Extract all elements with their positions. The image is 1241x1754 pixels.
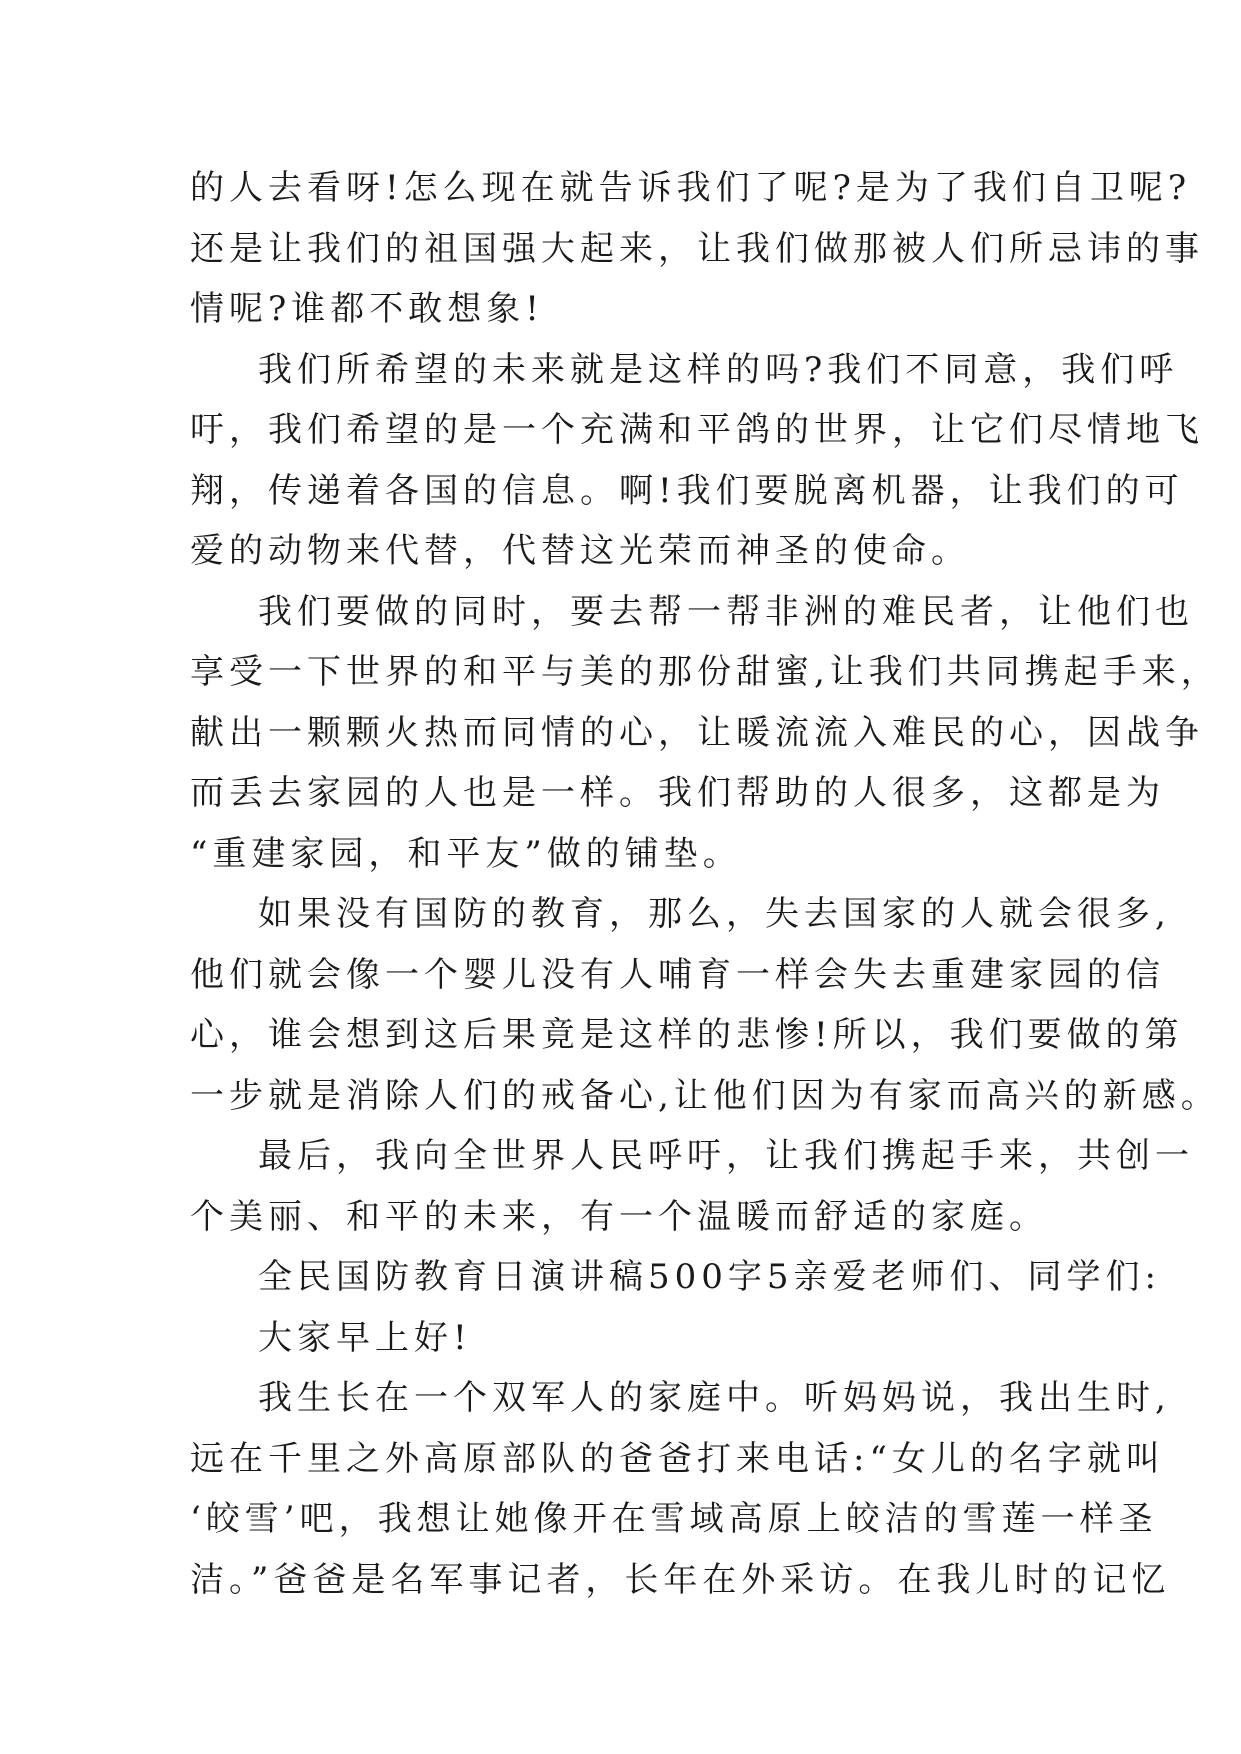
text-line: 享受一下世界的和平与美的那份甜蜜,让我们共同携起手来， — [190, 652, 1220, 692]
text-line: 而丢去家园的人也是一样。我们帮助的人很多，这都是为 — [190, 773, 1165, 813]
text-line: 爱的动物来代替，代替这光荣而神圣的使命。 — [190, 531, 970, 571]
text-line: 情呢?谁都不敢想象! — [190, 289, 544, 329]
text-line: 献出一颗颗火热而同情的心，让暖流流入难民的心，因战争 — [190, 712, 1204, 753]
text-line: 我们所希望的未来就是这样的吗?我们不同意，我们呼 — [258, 349, 1179, 390]
text-line: 我们要做的同时，要去帮一帮非洲的难民者，让他们也 — [258, 591, 1194, 632]
text-line: 他们就会像一个婴儿没有人哺育一样会失去重建家园的信 — [190, 954, 1165, 995]
text-line: 大家早上好! — [258, 1317, 472, 1358]
text-line: 最后，我向全世界人民呼吁，让我们携起手来，共创一 — [258, 1136, 1194, 1176]
text-line: 全民国防教育日演讲稿500字5亲爱老师们、同学们: — [258, 1257, 1161, 1297]
text-line: 我生长在一个双军人的家庭中。听妈妈说，我出生时, — [258, 1378, 1171, 1418]
text-line: 心，谁会想到这后果竟是这样的悲惨!所以，我们要做的第 — [190, 1015, 1184, 1055]
text-line: 的人去看呀!怎么现在就告诉我们了呢?是为了我们自卫呢? — [190, 168, 1192, 208]
text-line: 翔，传递着各国的信息。啊!我们要脱离机器，让我们的可 — [190, 470, 1184, 511]
text-line: ‘皎雪’吧，我想让她像开在雪域高原上皎洁的雪莲一样圣 — [190, 1499, 1158, 1539]
text-line: 个美丽、和平的未来，有一个温暖而舒适的家庭。 — [190, 1196, 1048, 1237]
text-line: “重建家园，和平友”做的铺垫。 — [190, 833, 742, 874]
text-line: 还是让我们的祖国强大起来，让我们做那被人们所忌讳的事 — [190, 228, 1204, 269]
text-line: 如果没有国防的教育，那么，失去国家的人就会很多, — [258, 894, 1171, 934]
text-line: 一步就是消除人们的戒备心,让他们因为有家而高兴的新感。 — [190, 1075, 1220, 1116]
text-line: 洁。”爸爸是名军事记者，长年在外采访。在我儿时的记忆 — [190, 1559, 1171, 1600]
text-line: 吁，我们希望的是一个充满和平鸽的世界，让它们尽情地飞 — [190, 410, 1204, 450]
document-body — [190, 158, 1220, 1610]
text-line: 远在千里之外高原部队的爸爸打来电话:“女儿的名字就叫 — [190, 1438, 1165, 1479]
